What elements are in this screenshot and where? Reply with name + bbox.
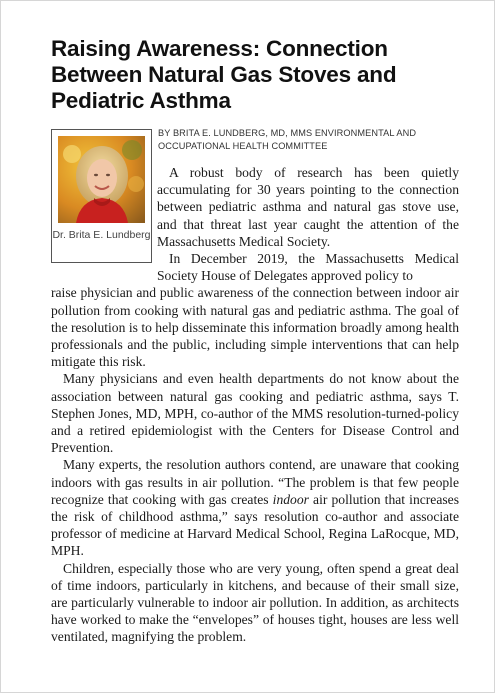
photo-caption: Dr. Brita E. Lundberg xyxy=(52,229,151,241)
paragraph-4 xyxy=(51,456,459,559)
article-body xyxy=(51,164,459,646)
paragraph-3: Many physicians and even health departments do not know about the association between natural gas cooking and pediatric asthma, says T. Stephen Jones, MD, MPH, co-author of the MMS resolution-turned-policy and a retired epidemiologist with the Centers for Disease Control and Prevention. xyxy=(51,371,459,456)
paragraph-4-text-b: air pollution that increases the risk of childhood asthma,” says resolution co-author and associate professor of medicine at Harvard Medical School, Regina LaRocque, MD, MPH. xyxy=(51,491,459,559)
paragraph-5: Children, especially those who are very young, often spend a great deal of time indoors, particularly in kitchens, and because of their small size, are particularly vulnerable to indoor air pollution. In addition, as architects have worked to make the “envelopes” of houses tight, houses are less well ventilated, magnifying the problem. xyxy=(51,560,459,645)
paragraph-2-head: In December 2019, the Massachusetts Medical Society House of Delegates approved policy to xyxy=(157,251,459,284)
paragraph-1: A robust body of research has been quietly accumulating for 30 years pointing to the connection between pediatric asthma and natural gas stove use, and that threat last year caught the attention of the Massachusetts Medical Society. xyxy=(157,165,459,249)
paragraph-4-emphasis: indoor xyxy=(272,491,309,507)
paragraph-4-text-a: Many experts, the resolution authors contend, are unaware that cooking indoors with gas results in air pollution. “The problem is that few people recognize that cooking with gas creates xyxy=(51,457,459,507)
article-byline: BY BRITA E. LUNDBERG, MD, MMS ENVIRONMENTAL AND OCCUPATIONAL HEALTH COMMITTEE xyxy=(158,128,417,151)
article-title: Raising Awareness: Connection Between Natural Gas Stoves and Pediatric Asthma xyxy=(51,36,397,113)
paragraph-2-tail: raise physician and public awareness of the connection between indoor air pollution from cooking with natural gas and pediatric asthma. The goal of the resolution is to help disseminate this information broadly among health professionals and the public, including simple interventions that can help mitigate this risk. xyxy=(51,285,459,370)
